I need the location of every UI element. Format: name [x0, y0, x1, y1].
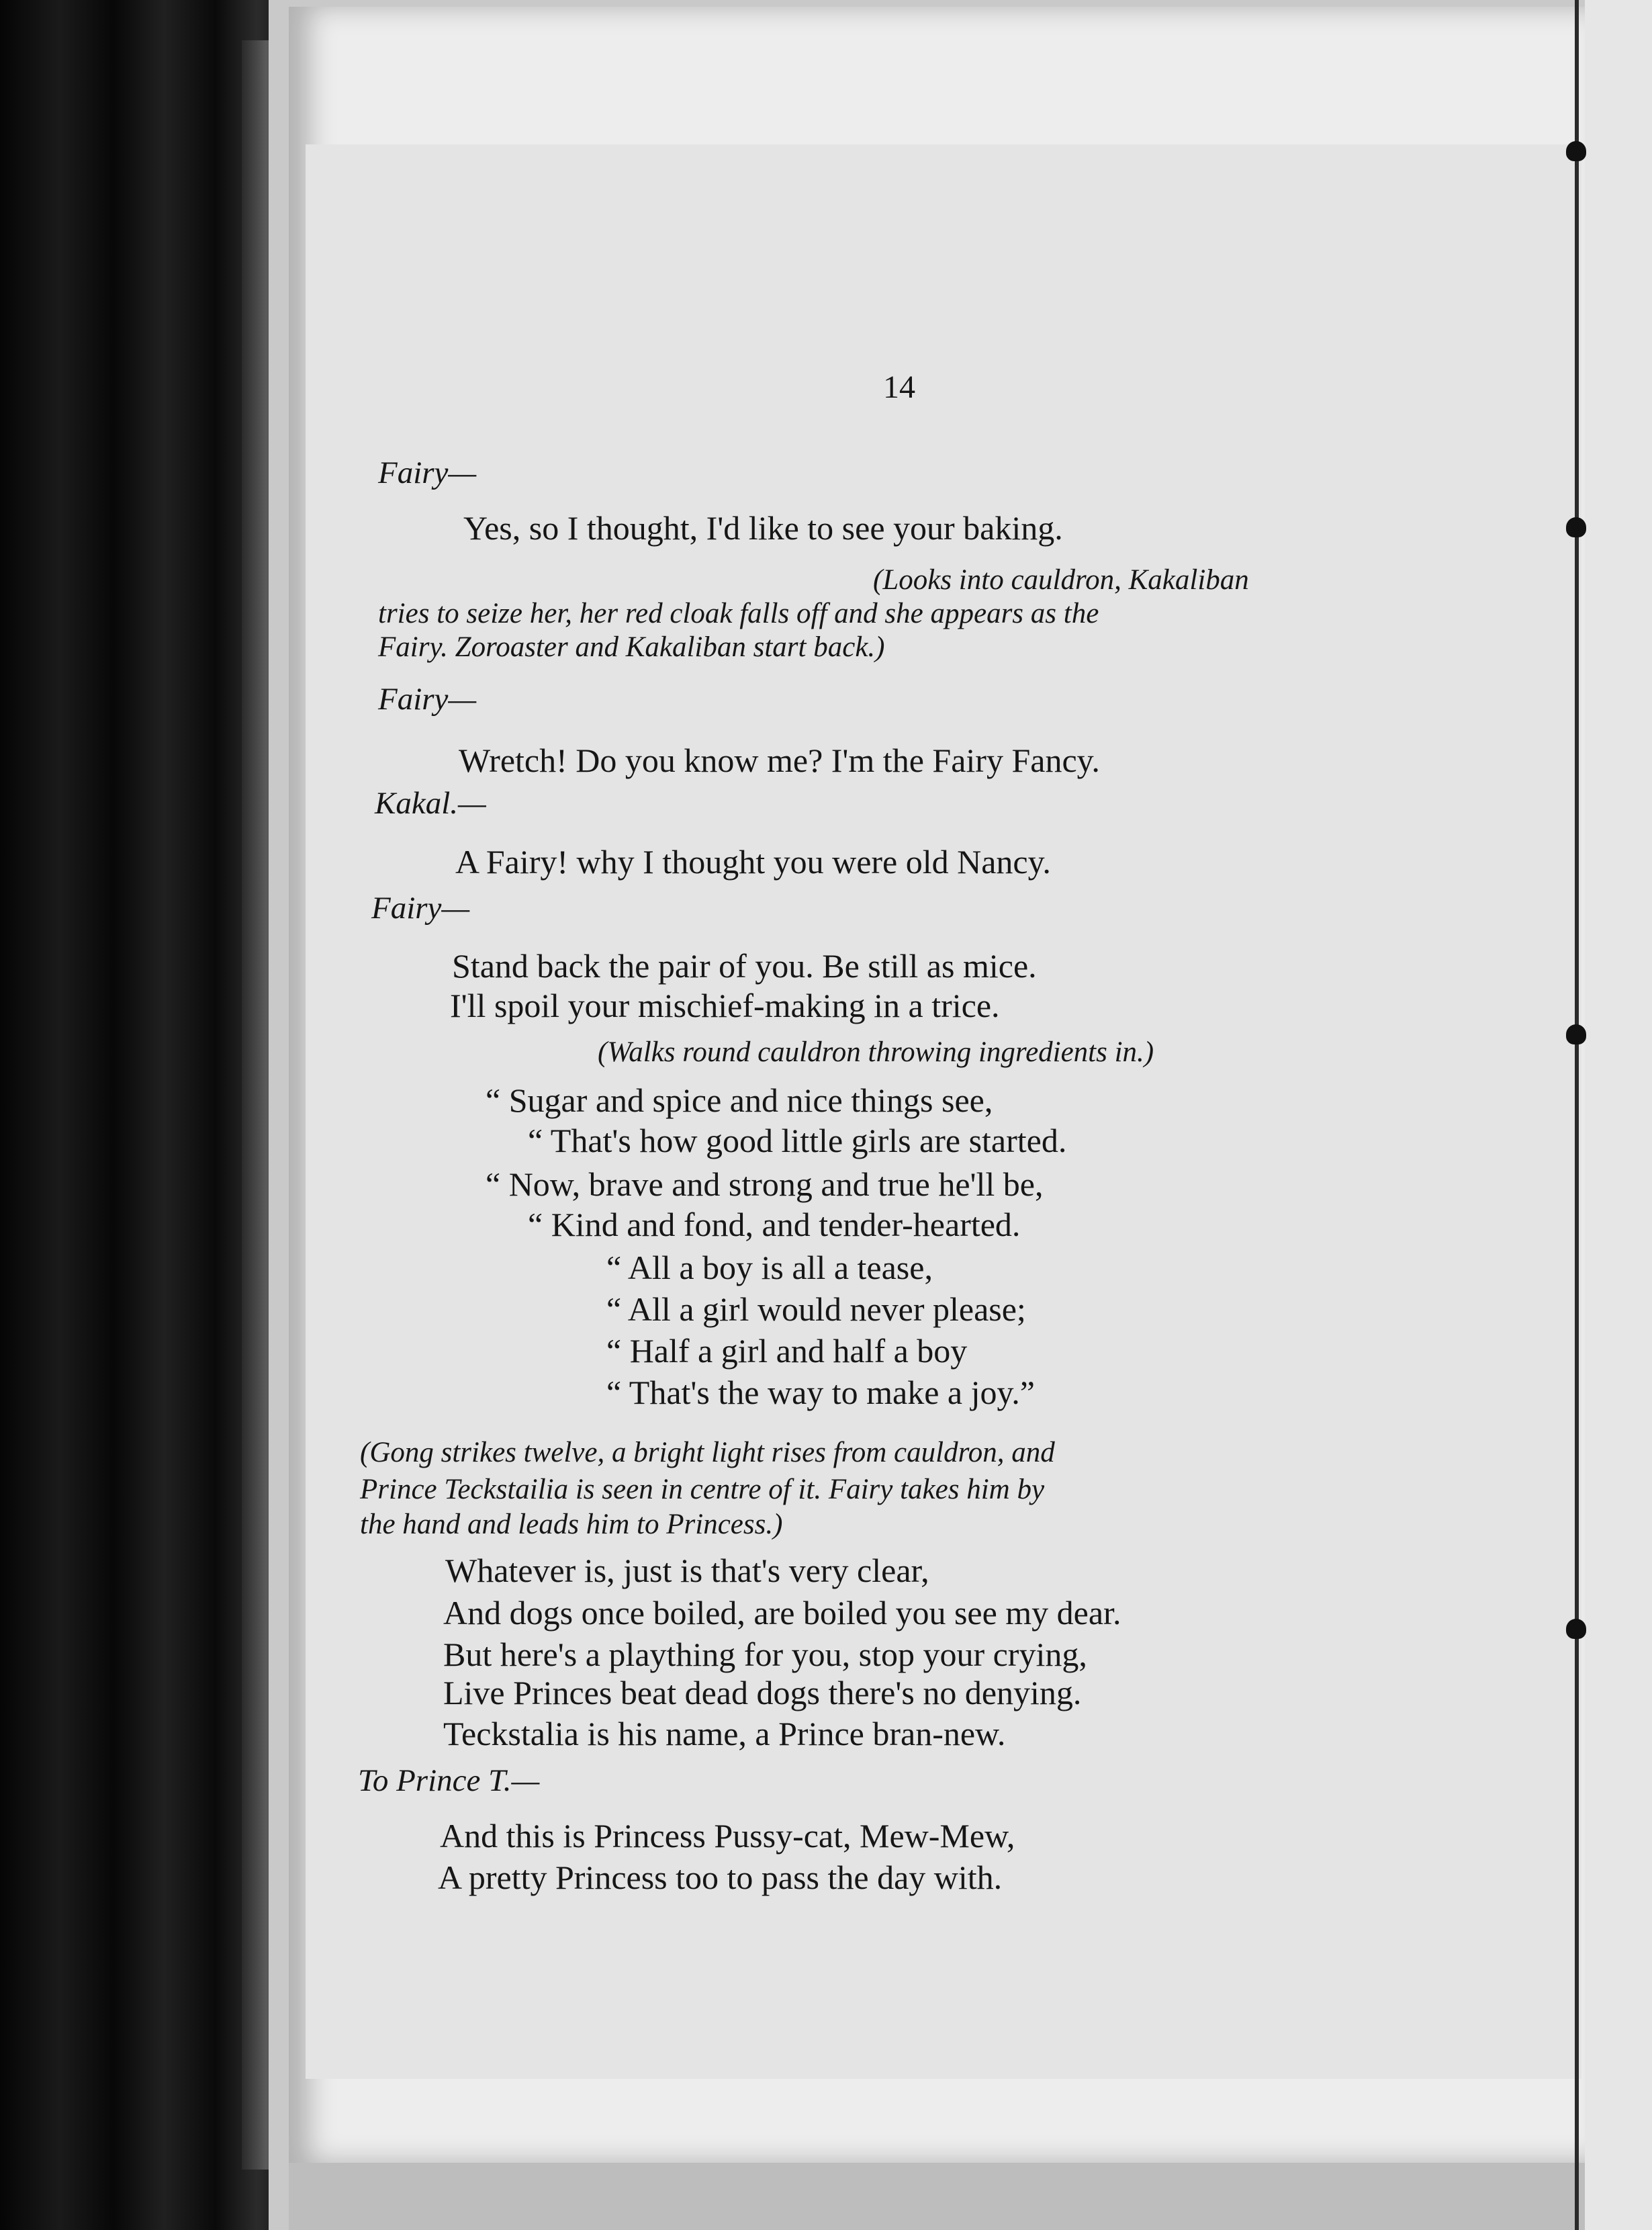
song-line: “ Kind and fond, and tender-hearted. [528, 1206, 1021, 1243]
facing-page [1585, 0, 1652, 2230]
verse-line: Teckstalia is his name, a Prince bran-new. [443, 1715, 1006, 1752]
song-line: “ All a girl would never please; [606, 1290, 1026, 1328]
song-line: “ All a boy is all a tease, [606, 1249, 933, 1286]
page-bottom-edge [289, 2163, 1585, 2230]
song-line: “ Sugar and spice and nice things see, [486, 1081, 993, 1119]
stage-direction: the hand and leads him to Princess.) [360, 1509, 783, 1540]
binding-stitch [1566, 1024, 1586, 1044]
verse-line: Wretch! Do you know me? I'm the Fairy Fancy. [459, 742, 1100, 779]
verse-line: A pretty Princess too to pass the day with. [438, 1859, 1003, 1896]
song-line: “ Half a girl and half a boy [606, 1332, 968, 1370]
song-line: “ Now, brave and strong and true he'll be, [486, 1165, 1044, 1203]
speaker-to-prince: To Prince T.— [358, 1763, 540, 1798]
page-fold [1575, 0, 1579, 2230]
song-line: “ That's how good little girls are started. [528, 1122, 1067, 1159]
stage-direction: (Walks round cauldron throwing ingredients in.) [598, 1036, 1154, 1068]
speaker-fairy: Fairy— [378, 455, 477, 490]
speaker-fairy: Fairy— [371, 891, 470, 926]
verse-line: Live Princes beat dead dogs there's no denying. [443, 1674, 1082, 1711]
binding-stitch [1566, 1619, 1586, 1639]
song-line: “ That's the way to make a joy.” [606, 1374, 1035, 1411]
verse-line: And dogs once boiled, are boiled you see my dear. [443, 1594, 1121, 1632]
stage-direction: (Gong strikes twelve, a bright light rises from cauldron, and [360, 1437, 1055, 1468]
verse-line: Yes, so I thought, I'd like to see your baking. [463, 509, 1063, 547]
verse-line: Whatever is, just is that's very clear, [445, 1552, 929, 1589]
page-number: 14 [883, 369, 915, 405]
verse-line: But here's a plaything for you, stop your crying, [443, 1636, 1087, 1673]
verse-line: And this is Princess Pussy-cat, Mew-Mew, [440, 1817, 1015, 1855]
binding-stitch [1566, 141, 1586, 161]
verse-line: Stand back the pair of you. Be still as mice. [452, 947, 1037, 985]
verse-line: A Fairy! why I thought you were old Nancy. [455, 843, 1051, 881]
speaker-fairy: Fairy— [378, 682, 477, 717]
stage-direction: tries to seize her, her red cloak falls off and she appears as the [378, 598, 1099, 629]
stage-direction: (Looks into cauldron, Kakaliban [873, 564, 1249, 596]
stage-direction: Prince Teckstailia is seen in centre of it. Fairy takes him by [360, 1474, 1045, 1505]
speaker-kakal: Kakal.— [375, 786, 486, 821]
binding-stitch [1566, 517, 1586, 537]
stage-direction: Fairy. Zoroaster and Kakaliban start back.) [378, 631, 885, 663]
verse-line: I'll spoil your mischief-making in a trice. [450, 987, 1000, 1024]
